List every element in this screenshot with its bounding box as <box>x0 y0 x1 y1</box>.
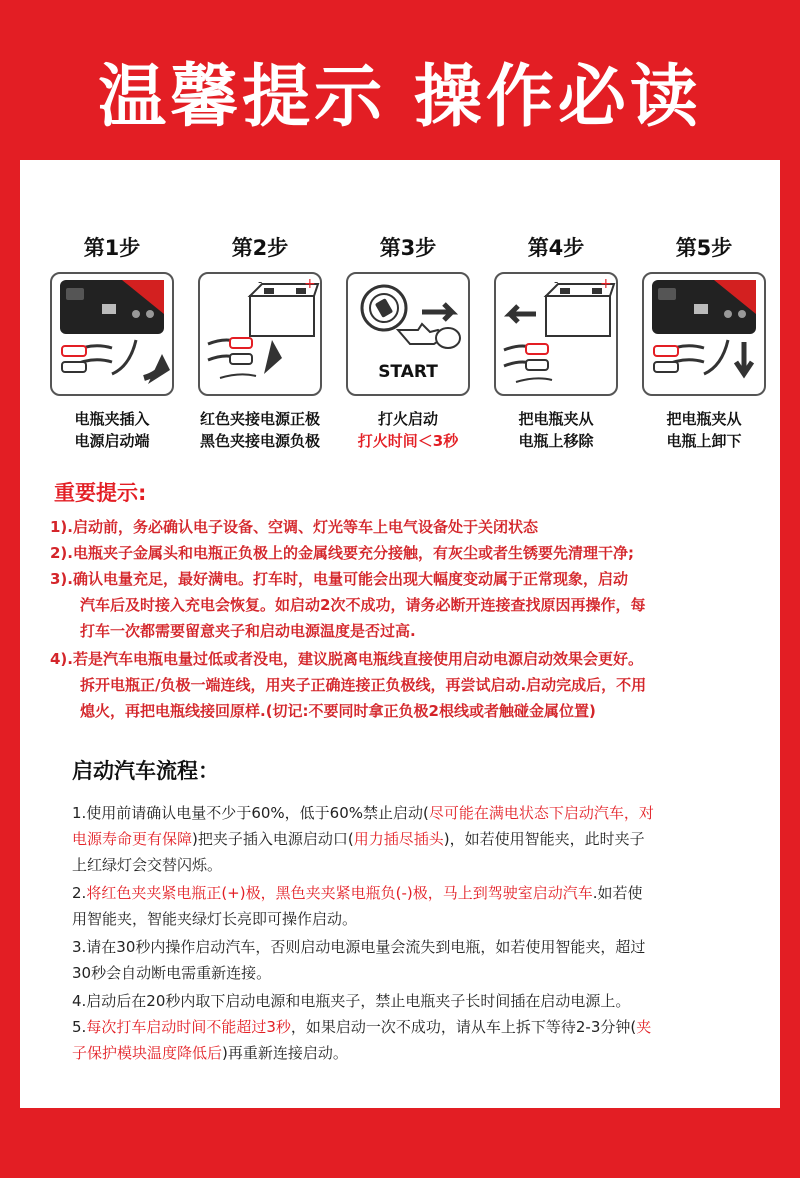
step-title: 第5步 <box>675 236 733 260</box>
flow-line <box>72 802 772 824</box>
flow-text: 4.启动后在20秒内取下启动电源和电瓶夹子，禁止电瓶夹子长时间插在启动电源上。 <box>72 992 631 1010</box>
battery-clamp-remove-icon <box>494 272 618 396</box>
ignition-key-icon <box>346 272 470 396</box>
flow-line <box>72 1042 772 1064</box>
important-line: 熄火，再把电瓶线接回原样.(切记:不要同时拿正负极2根线或者触碰金属位置) <box>80 702 596 720</box>
flow-line <box>72 936 772 958</box>
step-title: 第3步 <box>379 236 437 260</box>
svg-text:+: + <box>600 276 612 292</box>
step-caption: 电源启动端 <box>74 432 150 450</box>
important-line: 3).确认电量充足，最好满电。打车时，电量可能会出现大幅度变动属于正常现象，启动 <box>50 570 628 588</box>
flow-line <box>72 882 772 904</box>
step-5 <box>630 232 778 462</box>
flow-text: )把夹子插入电源启动口( <box>192 830 354 848</box>
flow-text: )再重新连接启动。 <box>222 1044 348 1062</box>
power-bank-unplug-icon <box>642 272 766 396</box>
step-caption: 把电瓶夹从 <box>666 410 742 428</box>
start-label: START <box>378 362 438 382</box>
step-1 <box>38 232 186 462</box>
flow-text: 上红绿灯会交替闪烁。 <box>72 856 223 874</box>
battery-clamp-connect-icon <box>198 272 322 396</box>
svg-text:-: - <box>554 275 559 289</box>
flow-text: ，如果启动一次不成功，请从车上拆下等待2-3分钟( <box>290 1018 637 1036</box>
flow-text: )，如若使用智能夹，此时夹子 <box>443 830 645 848</box>
step-caption: 电瓶夹插入 <box>74 410 150 428</box>
flow-highlight-text: 将红色夹夹紧电瓶正(+)极，黑色夹夹紧电瓶负(-)极，马上到驾驶室启动汽车 <box>86 884 593 902</box>
content-card <box>20 160 780 1108</box>
step-title: 第4步 <box>527 236 585 260</box>
flow-highlight-text: 子保护模块温度降低后 <box>72 1044 223 1062</box>
svg-text:+: + <box>304 276 316 292</box>
flow-highlight-text: 每次打车启动时间不能超过3秒 <box>86 1018 291 1036</box>
step-3 <box>334 232 482 462</box>
step-title: 第1步 <box>83 236 141 260</box>
flow-line <box>72 854 772 876</box>
important-line: 打车一次都需要留意夹子和启动电源温度是否过高. <box>80 622 416 640</box>
step-caption: 红色夹接电源正极 <box>199 410 320 428</box>
flow-line <box>72 908 772 930</box>
important-line: 1).启动前，务必确认电子设备、空调、灯光等车上电气设备处于关闭状态 <box>50 518 538 536</box>
power-bank-plug-icon <box>50 272 174 396</box>
step-caption: 电瓶上卸下 <box>666 432 742 450</box>
important-line: 拆开电瓶正/负极一端连线，用夹子正确连接正负极线，再尝试启动.启动完成后，不用 <box>80 676 647 694</box>
svg-text:-: - <box>258 275 263 289</box>
step-caption: 打火启动 <box>377 410 438 428</box>
flow-text: 用智能夹，智能夹绿灯长亮即可操作启动。 <box>72 910 358 928</box>
flow-highlight-text: 电源寿命更有保障 <box>72 830 193 848</box>
flow-text: 5. <box>72 1018 87 1036</box>
step-title: 第2步 <box>231 236 289 260</box>
flow-highlight-text: 用力插尽插头 <box>353 830 444 848</box>
flow-title: 启动汽车流程： <box>72 759 219 783</box>
flow-line <box>72 962 772 984</box>
flow-line <box>72 1016 772 1038</box>
flow-line <box>72 990 772 1012</box>
flow-text: 30秒会自动断电需重新连接。 <box>72 964 272 982</box>
flow-text: 3.请在30秒内操作启动汽车，否则启动电源电量会流失到电瓶，如若使用智能夹，超过 <box>72 938 646 956</box>
step-caption: 电瓶上移除 <box>518 432 594 450</box>
steps-row <box>38 232 778 462</box>
flow-highlight-text: 尽可能在满电状态下启动汽车，对 <box>428 804 654 822</box>
flow-line <box>72 828 772 850</box>
step-caption: 把电瓶夹从 <box>518 410 594 428</box>
step-4 <box>482 232 630 462</box>
flow-text: .如若使 <box>592 884 643 902</box>
step-2 <box>186 232 334 462</box>
important-line: 4).若是汽车电瓶电量过低或者没电，建议脱离电瓶线直接使用启动电源启动效果会更好。 <box>50 650 643 668</box>
important-title: 重要提示: <box>54 481 147 505</box>
page-title: 温馨提示 操作必读 <box>98 58 702 137</box>
important-line: 2).电瓶夹子金属头和电瓶正负极上的金属线要充分接触，有灰尘或者生锈要先清理干净; <box>50 544 634 562</box>
flow-highlight-text: 夹 <box>636 1018 652 1036</box>
flow-text: 2. <box>72 884 87 902</box>
step-caption: 黑色夹接电源负极 <box>199 432 320 450</box>
step-caption: 打火时间＜3秒 <box>357 432 459 450</box>
flow-text: 1.使用前请确认电量不少于60%，低于60%禁止启动( <box>72 804 429 822</box>
important-line: 汽车后及时接入充电会恢复。如启动2次不成功，请务必断开连接查找原因再操作，每 <box>80 596 646 614</box>
